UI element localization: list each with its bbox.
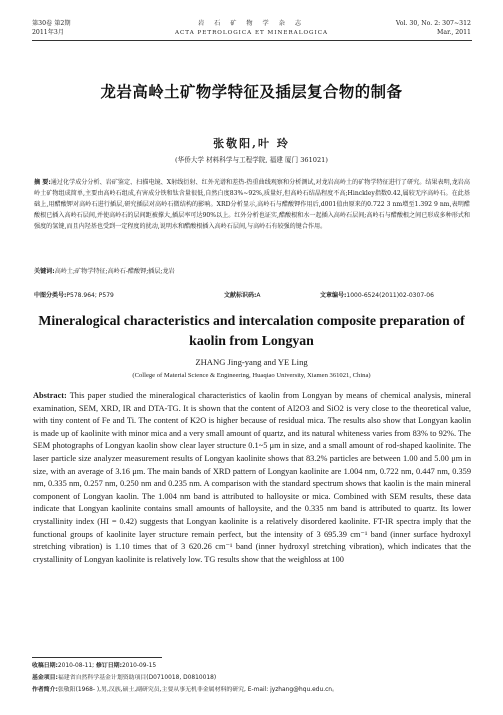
authors-cn: 张敬阳,叶 玲 bbox=[213, 137, 290, 150]
author-info-label: 作者简介: bbox=[32, 687, 58, 693]
abstract-cn-label: 摘 要: bbox=[34, 179, 51, 186]
title-cn: 龙岩高岭土矿物学特征及插层复合物的制备 bbox=[100, 83, 403, 101]
header-journal-cn: 岩 石 矿 物 学 杂 志 bbox=[197, 20, 306, 27]
abstract-cn bbox=[34, 177, 470, 232]
doc-code bbox=[224, 290, 261, 299]
article-number-label: 文章编号: bbox=[320, 292, 347, 299]
keywords-cn-text: 高岭土;矿物学特征;高岭石-醋酸钾;插层;龙岩 bbox=[54, 268, 175, 275]
header-date-cn: 2011年3月 bbox=[32, 29, 65, 36]
fund-label: 基金项目: bbox=[32, 675, 58, 681]
doc-code-value: A bbox=[256, 292, 261, 299]
article-number bbox=[320, 290, 434, 299]
header-rule bbox=[32, 40, 472, 41]
doc-code-label: 文献标识码: bbox=[224, 292, 257, 299]
header-volume-cn: 第30卷 第2期 bbox=[32, 20, 71, 27]
authors-en: ZHANG Jing-yang and YE Ling bbox=[195, 357, 308, 367]
clc-code bbox=[34, 290, 114, 299]
revised-date: 2010-09-15 bbox=[121, 663, 157, 669]
clc-value: P578.964; P579 bbox=[66, 292, 114, 299]
fund-text: 福建省自然科学基金计划资助项目(D0710018, D0810018) bbox=[57, 675, 217, 681]
header-date-en: Mar., 2011 bbox=[437, 29, 471, 36]
keywords-cn bbox=[34, 266, 470, 277]
author-info-text: 张敬阳(1968- ),男,汉族,硕士,副研究员,主要从事无机非金属材料的研究, E-mail: jyzhang@hqu.edu.cn。 bbox=[57, 687, 338, 693]
abstract-en-text: This paper studied the mineralogical characteristics of kaolin from Longyan by means of chemical analysis, mineral examination, SEM, XRD, IR and DTA-TG. It is shown that the content of Al2O3 and SiO2 is very close to the theoretical value, with tiny content of Fe and Ti. The content of K2O is higher because of residual mica. The results also show that Longyan kaolin is made up of kaolinite with minor mica and a very small amount of quartz, and its natural whiteness varies from 83% to 92%. The SEM photographs of Longyan kaolin show clear layer structure 0.1~5 μm in size, and a small amount of rod-shaped kaolinite. The laser particle size analyzer measurement results of Longyan kaolinite shows that 83.2% particles are between 1.00 and 5.00 μm in size, with an average of 3.16 μm. The main bands of XRD pattern of Longyan kaolinite are 1.004 nm, 0.722 nm, 0.447 nm, 0.359 nm, 0.335 nm, 0.257 nm, 0.250 nm and 0.235 nm. A comparison with the standard spectrum shows that kaolin is the main mineral component of Longyan kaolin. The 1.004 nm band is attributed to halloysite or mica. Combined with SEM results, these data indicate that Longyan kaolinite contains small amounts of halloysite, and the 0.335 nm band is attributed to quartz. Its lower crystallinity index (HI = 0.42) suggests that Longyan kaolinite is a relatively disordered kaolinite. FT-IR spectra imply that the functional groups of kaolinite layer structure remain perfect, but the intensity of 3 695.39 cm⁻¹ band (inner surface hydroxyl stretching vibration) is 1.10 times that of 3 620.26 cm⁻¹ band (inner hydroxyl stretching vibration), which indicates that the crystallinity of Longyan kaolinite is relatively low. TG results show that the weighloss at 100 bbox=[33, 391, 472, 564]
footnote-fund bbox=[32, 673, 472, 684]
article-number-value: 1000-6524(2011)02-0307-06 bbox=[346, 292, 434, 299]
footnote-rule bbox=[32, 657, 162, 658]
header-volume-en: Vol. 30, No. 2: 307~312 bbox=[395, 20, 471, 27]
header-journal-en: ACTA PETROLOGICA ET MINERALOGICA bbox=[174, 30, 329, 36]
footnote-author bbox=[32, 685, 472, 696]
affiliation-cn: (华侨大学 材料科学与工程学院, 福建 厦门 361021) bbox=[175, 156, 328, 164]
abstract-en bbox=[33, 390, 471, 566]
received-label: 收稿日期: bbox=[32, 663, 58, 669]
abstract-en-label: Abstract: bbox=[33, 391, 67, 400]
abstract-cn-text: 通过化学成分分析、岩矿鉴定、扫描电镜、X射线衍射、红外光谱和差热-热重曲线观察和分析测试,对龙岩高岭土的矿物学特征进行了研究。结果表明,龙岩高岭土矿物组成简单,主要由高岭石组成,有害成分铁和钛含量很低,自然白度83%~92%,质量好,但高岭石结晶程度不高;Hinckley指数0.42,属较无序高岭石。在此基础上,用醋酸钾对高岭石进行插层,研究插层对高岭石微结构的影响。XRD分析显示,高岭石与醋酸钾作用后,d001值由原来的0.722 3 nm增至1.392 9 nm,表明醋酸根已插入高岭石层间,并使高岭石的层间距被撑大,插层率可达90%以上。红外分析也证实,醋酸根和水一起插入高岭石层间;高岭石与醋酸根之间已形成多种形式和强度的氢键,而且内羟基也受到一定程度的扰动,说明水和醋酸根插入高岭石层间,与高岭石有较强的键合作用。 bbox=[34, 179, 470, 231]
affiliation-en: (College of Material Science & Engineering, Huaqiao University, Xiamen 361021, China) bbox=[132, 372, 371, 379]
received-date: 2010-08-11; bbox=[57, 663, 95, 669]
clc-label: 中图分类号: bbox=[34, 292, 67, 299]
title-en: Mineralogical characteristics and intercalation composite preparation of kaolin from Longyan bbox=[38, 313, 465, 348]
footnote-dates bbox=[32, 661, 472, 672]
revised-label: 修订日期: bbox=[96, 663, 122, 669]
keywords-cn-label: 关键词: bbox=[34, 268, 55, 275]
